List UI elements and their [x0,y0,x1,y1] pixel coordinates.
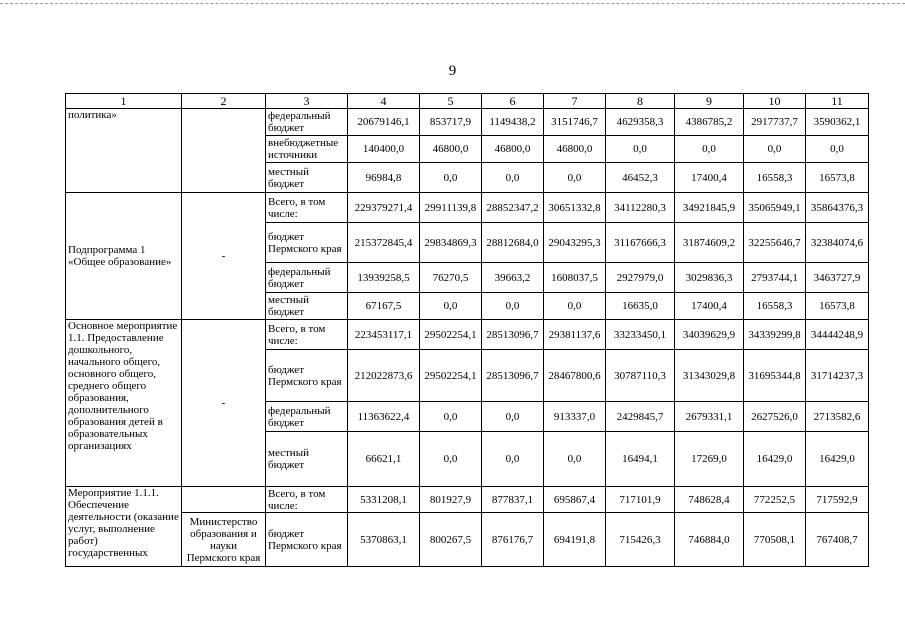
value-cell: 31874609,2 [675,223,744,263]
value-cell: 20679146,1 [348,109,420,136]
header-cell: 10 [744,94,806,109]
value-cell: 28812684,0 [482,223,544,263]
value-cell: 717101,9 [606,487,675,513]
value-cell: 30787110,3 [606,350,675,402]
value-cell: 2429845,7 [606,402,675,432]
value-cell: 16635,0 [606,293,675,320]
header-row [66,94,869,109]
responsible-cell [182,487,266,513]
value-cell: 34444248,9 [806,320,869,350]
value-cell: 4386785,2 [675,109,744,136]
funding-source: федеральный бюджет [266,109,348,136]
value-cell: 35864376,3 [806,193,869,223]
value-cell: 2927979,0 [606,263,675,293]
value-cell: 34339299,8 [744,320,806,350]
value-cell: 28513096,7 [482,320,544,350]
value-cell: 16558,3 [744,163,806,193]
value-cell: 34112280,3 [606,193,675,223]
value-cell: 76270,5 [420,263,482,293]
table-row [66,487,869,513]
value-cell: 0,0 [420,402,482,432]
value-cell: 215372845,4 [348,223,420,263]
value-cell: 3463727,9 [806,263,869,293]
value-cell: 16494,1 [606,432,675,487]
value-cell: 16573,8 [806,293,869,320]
value-cell: 13939258,5 [348,263,420,293]
value-cell: 17400,4 [675,293,744,320]
value-cell: 96984,8 [348,163,420,193]
value-cell: 2679331,1 [675,402,744,432]
value-cell: 1608037,5 [544,263,606,293]
funding-source: местный бюджет [266,432,348,487]
header-cell: 3 [266,94,348,109]
value-cell: 29381137,6 [544,320,606,350]
value-cell: 877837,1 [482,487,544,513]
value-cell: 67167,5 [348,293,420,320]
value-cell: 2627526,0 [744,402,806,432]
value-cell: 46800,0 [482,136,544,163]
value-cell: 29502254,1 [420,350,482,402]
value-cell: 0,0 [420,293,482,320]
value-cell: 3590362,1 [806,109,869,136]
funding-source: бюджет Пермского края [266,350,348,402]
value-cell: 16573,8 [806,163,869,193]
funding-source: бюджет Пермского края [266,223,348,263]
value-cell: 0,0 [420,432,482,487]
funding-source: местный бюджет [266,163,348,193]
value-cell: 717592,9 [806,487,869,513]
value-cell: 16429,0 [806,432,869,487]
funding-source: федеральный бюджет [266,263,348,293]
header-cell: 4 [348,94,420,109]
value-cell: 28467800,6 [544,350,606,402]
value-cell: 34039629,9 [675,320,744,350]
value-cell: 2713582,6 [806,402,869,432]
header-cell: 7 [544,94,606,109]
value-cell: 28513096,7 [482,350,544,402]
value-cell: 46800,0 [544,136,606,163]
value-cell: 34921845,9 [675,193,744,223]
funding-source: федеральный бюджет [266,402,348,432]
value-cell: 0,0 [544,163,606,193]
value-cell: 3151746,7 [544,109,606,136]
value-cell: 748628,4 [675,487,744,513]
value-cell: 746884,0 [675,513,744,567]
header-cell: 1 [66,94,182,109]
value-cell: 229379271,4 [348,193,420,223]
value-cell: 5331208,1 [348,487,420,513]
value-cell: 2917737,7 [744,109,806,136]
value-cell: 35065949,1 [744,193,806,223]
row-title: Мероприятие 1.1.1. Обеспечение деятельности (оказание услуг, выполнение работ) государственных [66,487,182,567]
value-cell: 0,0 [482,402,544,432]
value-cell: 32384074,6 [806,223,869,263]
header-cell: 5 [420,94,482,109]
value-cell: 28852347,2 [482,193,544,223]
value-cell: 772252,5 [744,487,806,513]
value-cell: 2793744,1 [744,263,806,293]
value-cell: 800267,5 [420,513,482,567]
header-cell: 9 [675,94,744,109]
row-title: Подпрограмма 1 «Общее образование» [66,193,182,320]
value-cell: 29911139,8 [420,193,482,223]
value-cell: 0,0 [606,136,675,163]
value-cell: 5370863,1 [348,513,420,567]
header-cell: 2 [182,94,266,109]
funding-source: Всего, в том числе: [266,320,348,350]
value-cell: 0,0 [482,163,544,193]
value-cell: 853717,9 [420,109,482,136]
value-cell: 66621,1 [348,432,420,487]
value-cell: 913337,0 [544,402,606,432]
value-cell: 32255646,7 [744,223,806,263]
value-cell: 29043295,3 [544,223,606,263]
value-cell: 0,0 [482,432,544,487]
responsible-cell: - [182,320,266,487]
value-cell: 30651332,8 [544,193,606,223]
value-cell: 4629358,3 [606,109,675,136]
table-row [66,193,869,223]
row-title: Основное мероприятие 1.1. Предоставление дошкольного, начального общего, основного общего, среднего общего образования, дополнительного образования детей в образовательных организациях [66,320,182,487]
value-cell: 801927,9 [420,487,482,513]
table-row [66,513,869,567]
value-cell: 0,0 [806,136,869,163]
funding-source: Всего, в том числе: [266,487,348,513]
value-cell: 16558,3 [744,293,806,320]
value-cell: 31343029,8 [675,350,744,402]
header-cell: 8 [606,94,675,109]
value-cell: 3029836,3 [675,263,744,293]
value-cell: 11363622,4 [348,402,420,432]
value-cell: 29834869,3 [420,223,482,263]
value-cell: 715426,3 [606,513,675,567]
value-cell: 31167666,3 [606,223,675,263]
value-cell: 31714237,3 [806,350,869,402]
value-cell: 17400,4 [675,163,744,193]
header-cell: 6 [482,94,544,109]
value-cell: 695867,4 [544,487,606,513]
responsible-cell [182,109,266,193]
value-cell: 16429,0 [744,432,806,487]
funding-source: Всего, в том числе: [266,193,348,223]
value-cell: 46452,3 [606,163,675,193]
value-cell: 694191,8 [544,513,606,567]
value-cell: 0,0 [482,293,544,320]
budget-table [65,93,869,567]
funding-source: внебюджетные источники [266,136,348,163]
executor-cell: Министерство образования и науки Пермского края [182,513,266,567]
page-number: 9 [448,63,457,79]
value-cell: 0,0 [544,293,606,320]
responsible-cell: - [182,193,266,320]
funding-source: местный бюджет [266,293,348,320]
table-row [66,320,869,350]
value-cell: 0,0 [544,432,606,487]
value-cell: 29502254,1 [420,320,482,350]
value-cell: 39663,2 [482,263,544,293]
value-cell: 140400,0 [348,136,420,163]
value-cell: 0,0 [744,136,806,163]
header-cell: 11 [806,94,869,109]
value-cell: 46800,0 [420,136,482,163]
table-row [66,109,869,136]
funding-source: бюджет Пермского края [266,513,348,567]
value-cell: 0,0 [675,136,744,163]
value-cell: 770508,1 [744,513,806,567]
value-cell: 212022873,6 [348,350,420,402]
value-cell: 0,0 [420,163,482,193]
row-title: политика» [66,109,182,193]
value-cell: 33233450,1 [606,320,675,350]
value-cell: 767408,7 [806,513,869,567]
value-cell: 31695344,8 [744,350,806,402]
value-cell: 17269,0 [675,432,744,487]
scan-top-edge [0,3,905,4]
value-cell: 1149438,2 [482,109,544,136]
value-cell: 223453117,1 [348,320,420,350]
value-cell: 876176,7 [482,513,544,567]
